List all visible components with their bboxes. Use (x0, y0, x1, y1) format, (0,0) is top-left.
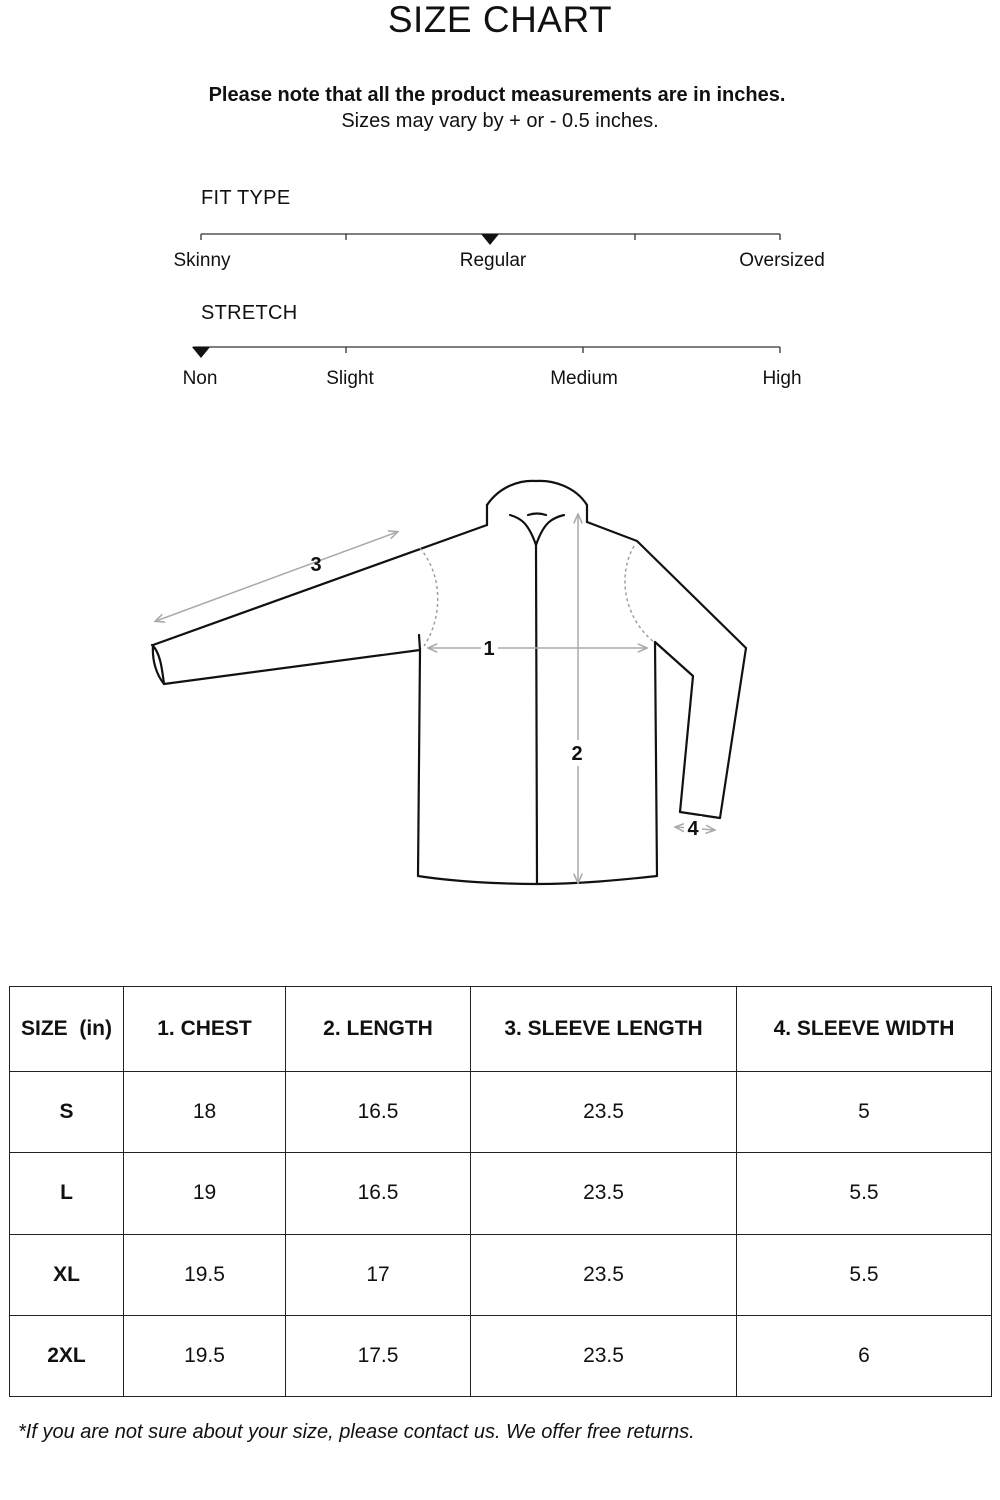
table-row (10, 1153, 992, 1234)
header-chest: 1. CHEST (124, 987, 286, 1072)
variance-note: Sizes may vary by + or - 0.5 inches. (341, 110, 659, 132)
length-cell: 17 (286, 1234, 471, 1315)
header-sleeve-width: 4. SLEEVE WIDTH (737, 987, 992, 1072)
sleeve-length-cell: 23.5 (471, 1315, 737, 1396)
length-cell: 17.5 (286, 1315, 471, 1396)
stretch-label-high: High (762, 368, 802, 389)
table-row (10, 1234, 992, 1315)
sleeve-width-cell: 5.5 (737, 1234, 992, 1315)
fit-type-label-regular: Regular (459, 250, 527, 271)
measurement-note: Please note that all the product measurements are in inches. (208, 84, 786, 106)
fit-type-title: FIT TYPE (201, 187, 291, 209)
table-row (10, 1315, 992, 1396)
size-cell: 2XL (10, 1315, 124, 1396)
fit-type-scale (0, 226, 1000, 248)
stretch-indicator-icon (192, 347, 210, 358)
header-length: 2. LENGTH (286, 987, 471, 1072)
header-size: SIZE (in) (10, 987, 124, 1072)
table-header-row (10, 987, 992, 1072)
stretch-label-non: Non (182, 368, 218, 389)
sleeve-width-cell: 5.5 (737, 1153, 992, 1234)
measurement-lines (156, 515, 714, 882)
size-cell: L (10, 1153, 124, 1234)
table-row (10, 1072, 992, 1153)
measure-marker-4: 4 (687, 818, 699, 840)
sleeve-length-cell: 23.5 (471, 1234, 737, 1315)
stretch-scale (0, 339, 1000, 361)
fit-type-label-skinny: Skinny (173, 250, 231, 271)
fit-type-label-oversized: Oversized (739, 250, 825, 271)
chest-cell: 19.5 (124, 1315, 286, 1396)
header-sleeve-length: 3. SLEEVE LENGTH (471, 987, 737, 1072)
length-cell: 16.5 (286, 1072, 471, 1153)
chest-cell: 18 (124, 1072, 286, 1153)
size-cell: XL (10, 1234, 124, 1315)
stretch-label-slight: Slight (326, 368, 374, 389)
chest-cell: 19 (124, 1153, 286, 1234)
jacket-diagram (0, 460, 1000, 900)
length-cell: 16.5 (286, 1153, 471, 1234)
footer-note: *If you are not sure about your size, please contact us. We offer free returns. (18, 1421, 695, 1443)
fit-type-indicator-icon (481, 234, 499, 245)
size-cell: S (10, 1072, 124, 1153)
sleeve-length-cell: 23.5 (471, 1153, 737, 1234)
chest-cell: 19.5 (124, 1234, 286, 1315)
stretch-label-medium: Medium (550, 368, 618, 389)
sleeve-width-cell: 5 (737, 1072, 992, 1153)
stretch-title: STRETCH (201, 302, 298, 324)
sleeve-length-cell: 23.5 (471, 1072, 737, 1153)
size-table (9, 986, 992, 1397)
measure-marker-2: 2 (571, 743, 583, 765)
sleeve-width-cell: 6 (737, 1315, 992, 1396)
measure-marker-3: 3 (310, 554, 322, 576)
page-title: SIZE CHART (387, 0, 613, 40)
measure-marker-1: 1 (483, 638, 495, 660)
jacket-outline (152, 481, 746, 884)
